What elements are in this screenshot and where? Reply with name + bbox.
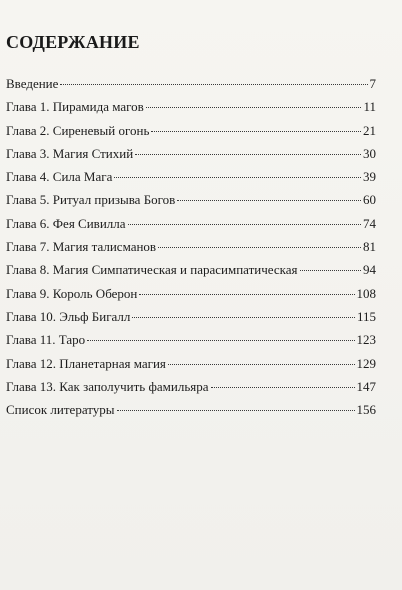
toc-dot-leader <box>146 107 362 108</box>
toc-dot-leader <box>177 200 361 201</box>
toc-entry-page: 11 <box>363 99 376 115</box>
toc-entry-label: Глава 11. Таро <box>6 332 86 348</box>
toc-entry-label: Глава 5. Ритуал призыва Богов <box>6 192 176 208</box>
toc-entry-page: 7 <box>369 76 376 91</box>
toc-dot-leader <box>168 364 355 365</box>
toc-dot-leader <box>132 317 355 318</box>
toc-entry <box>6 212 376 235</box>
toc-entry-label: Глава 4. Сила Мага <box>6 169 113 185</box>
toc-dot-leader <box>114 177 361 178</box>
toc-entry-page: 108 <box>356 285 376 301</box>
toc-entry-page: 147 <box>356 378 376 394</box>
toc-entry-page: 156 <box>356 402 376 418</box>
toc-entry <box>6 95 376 118</box>
page-title: СОДЕРЖАНИЕ <box>6 32 140 52</box>
toc-dot-leader <box>211 387 355 388</box>
toc-entry-label: Глава 9. Король Оберон <box>6 285 138 301</box>
toc-entry-label: Список литературы <box>6 402 115 418</box>
toc-entry-label: Введение <box>6 76 59 91</box>
toc-entry <box>6 165 376 188</box>
toc-entry-label: Глава 6. Фея Сивилла <box>6 215 126 231</box>
toc-entry <box>6 72 376 95</box>
toc-dot-leader <box>87 340 354 341</box>
toc-entry-page: 115 <box>356 308 376 324</box>
toc-entry-page: 21 <box>363 122 376 138</box>
toc-entry <box>6 282 376 305</box>
toc-entry-page: 123 <box>356 332 376 348</box>
toc-entry-page: 74 <box>363 215 376 231</box>
toc-entry <box>6 352 376 375</box>
toc-entry-page: 81 <box>363 239 376 255</box>
toc-entry <box>6 305 376 328</box>
toc-entry-label: Глава 8. Магия Симпатическая и парасимпатическая <box>6 262 298 278</box>
toc-dot-leader <box>158 247 361 248</box>
toc-entry-label: Глава 3. Магия Стихий <box>6 145 134 161</box>
toc-entry <box>6 258 376 281</box>
toc-entry-label: Глава 12. Планетарная магия <box>6 355 166 371</box>
toc-entry-label: Глава 1. Пирамида магов <box>6 99 144 115</box>
toc-dot-leader <box>151 131 361 132</box>
toc-entry-label: Глава 7. Магия талисманов <box>6 239 157 255</box>
toc-dot-leader <box>135 154 361 155</box>
toc-entry-label: Глава 10. Эльф Бигалл <box>6 308 131 324</box>
toc-dot-leader <box>128 224 361 225</box>
toc-entry-page: 39 <box>363 169 376 185</box>
toc-dot-leader <box>300 270 362 271</box>
toc-entry <box>6 398 376 421</box>
table-of-contents <box>6 72 376 421</box>
toc-entry-label: Глава 13. Как заполучить фамильяра <box>6 378 209 394</box>
toc-entry-page: 94 <box>363 262 376 278</box>
toc-entry <box>6 142 376 165</box>
toc-entry-label: Глава 2. Сиреневый огонь <box>6 122 150 138</box>
toc-entry <box>6 119 376 142</box>
toc-entry-page: 30 <box>363 145 376 161</box>
toc-entry <box>6 235 376 258</box>
toc-entry <box>6 188 376 211</box>
toc-dot-leader <box>60 84 367 85</box>
toc-entry <box>6 328 376 351</box>
toc-entry <box>6 375 376 398</box>
toc-entry-page: 60 <box>363 192 376 208</box>
toc-dot-leader <box>117 410 355 411</box>
toc-entry-page: 129 <box>356 355 376 371</box>
toc-dot-leader <box>139 294 354 295</box>
